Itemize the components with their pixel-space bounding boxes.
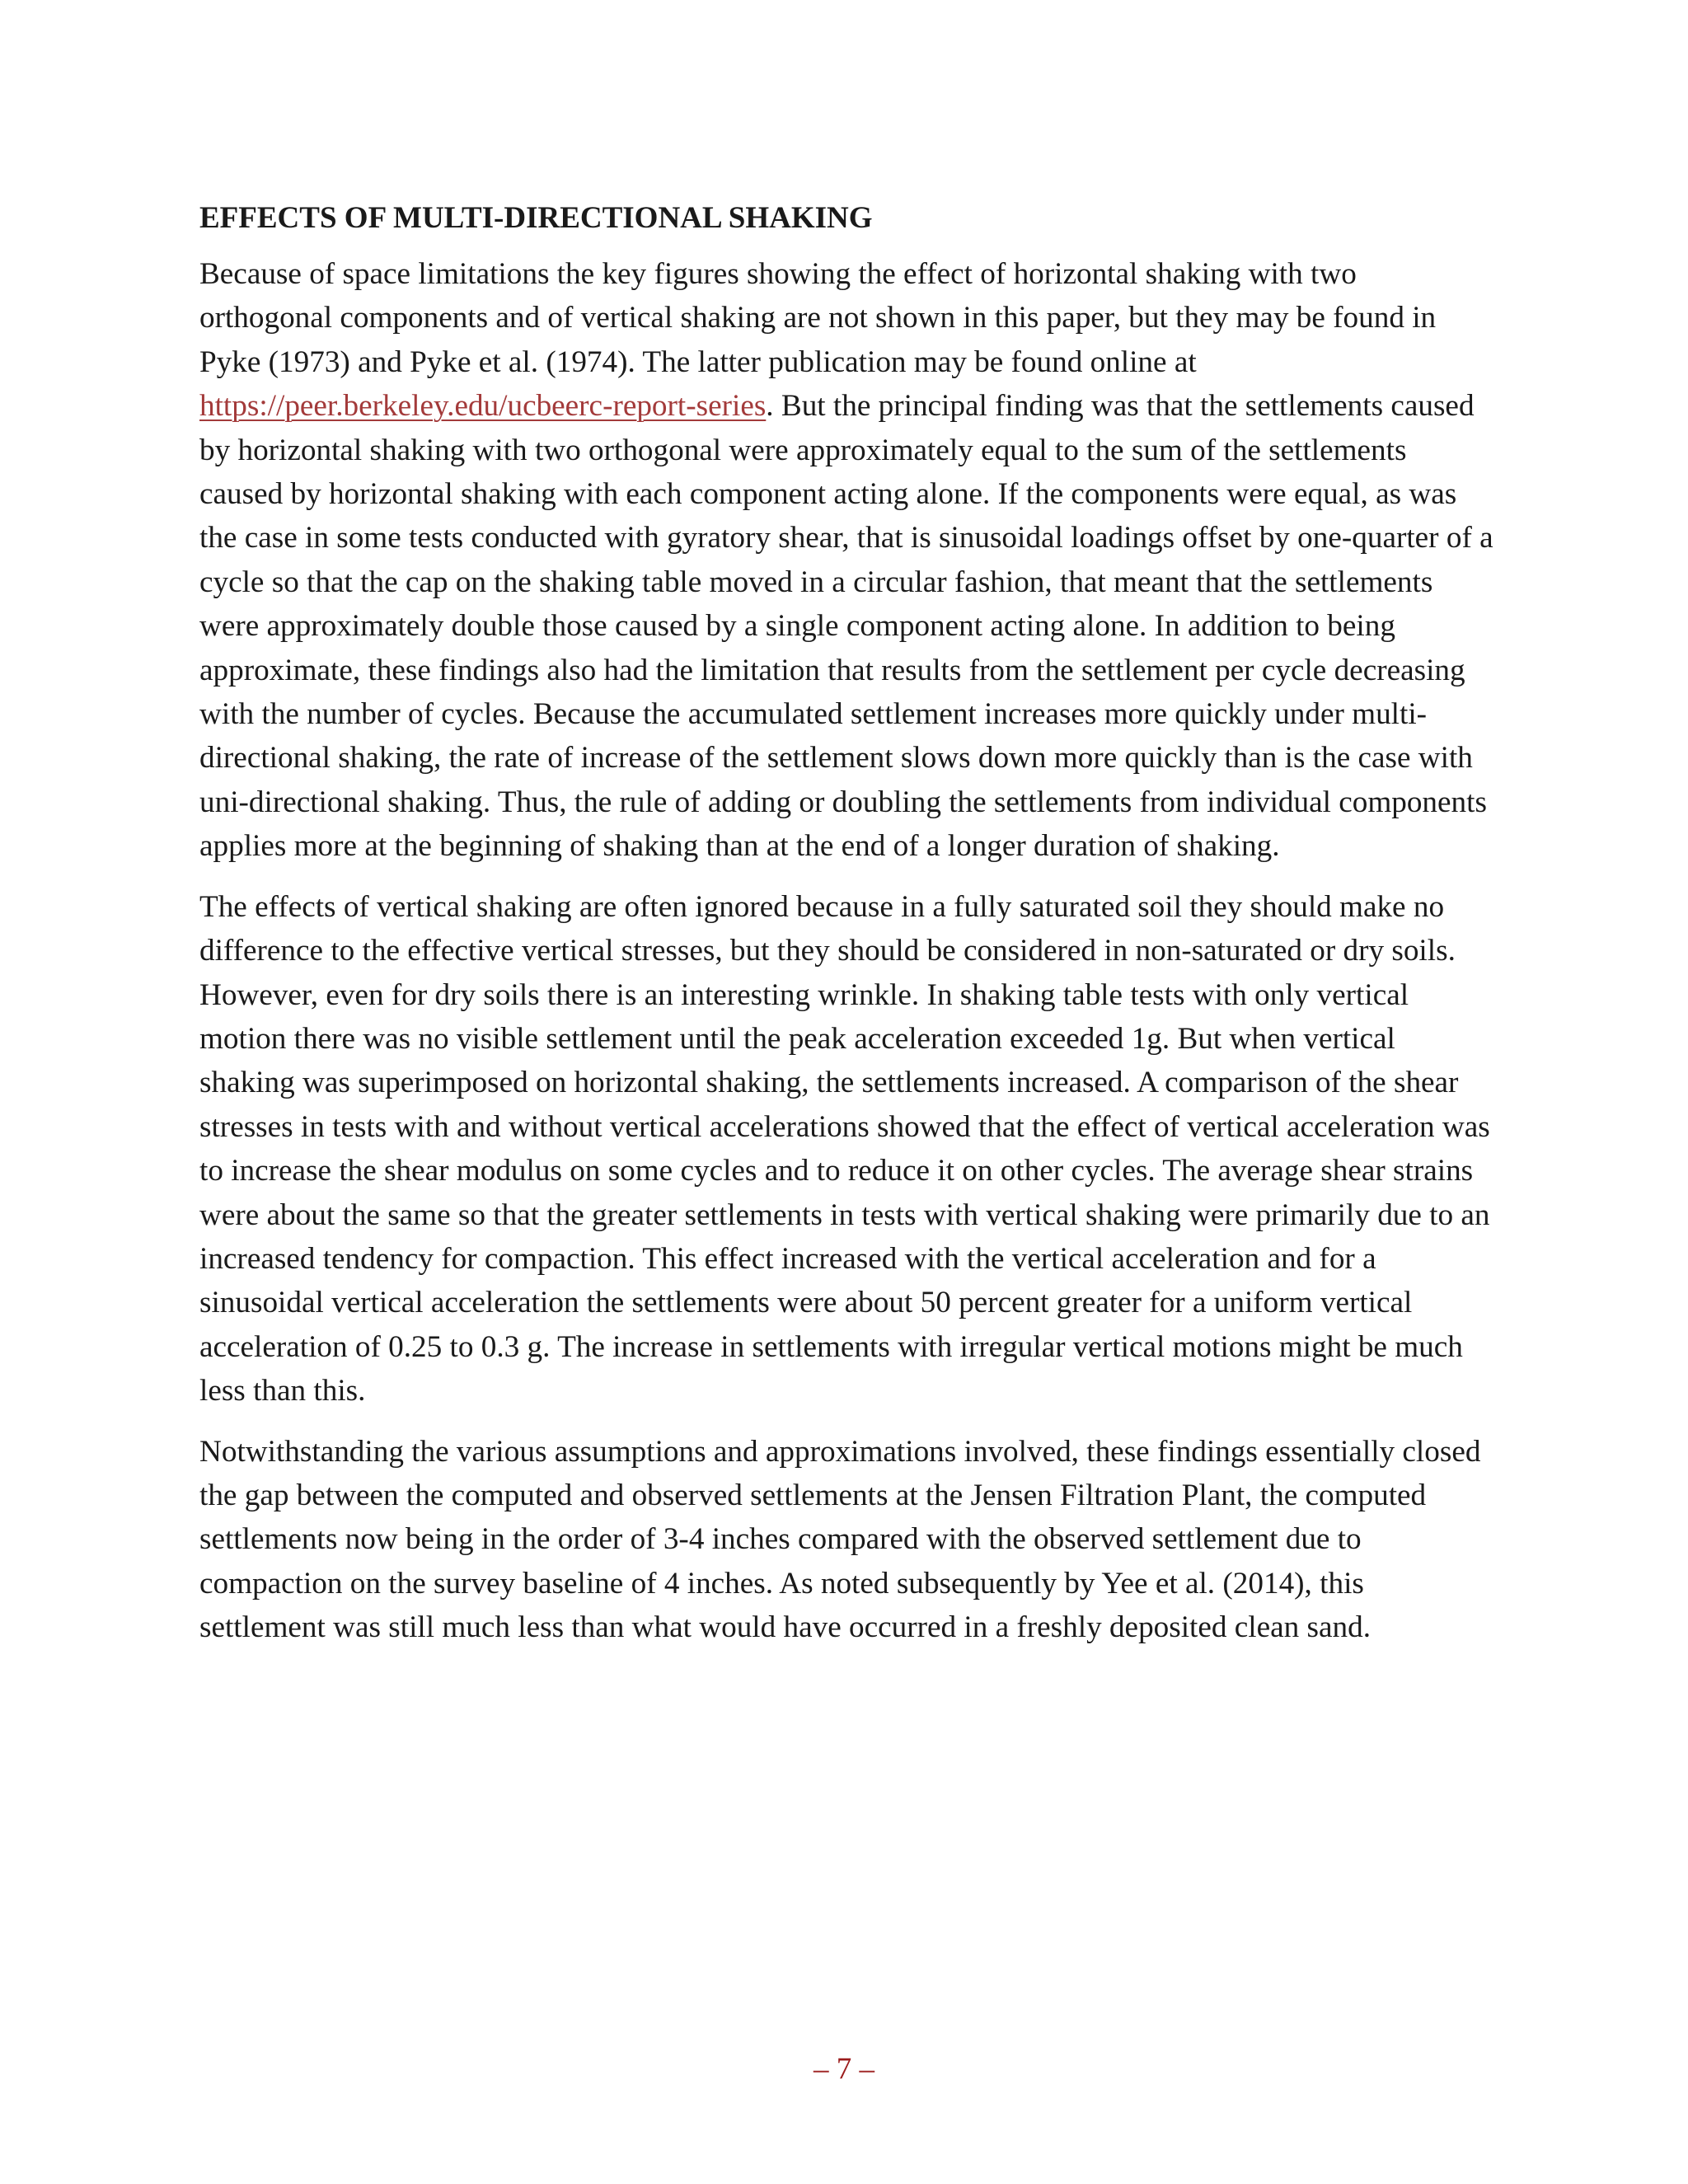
paragraph-vertical-shaking: The effects of vertical shaking are often ignored because in a fully saturated soil they should make no difference to the effective vertical stresses, but they should be considered in non-saturated or dry soils. However, even for dry soils there is an interesting wrinkle. In shaking table tests with only vertical motion there was no visible settlement until the peak acceleration exceeded 1g. But when vertical shaking was superimposed on horizontal shaking, the settlements increased. A comparison of the shear stresses in tests with and without vertical accelerations showed that the effect of vertical acceleration was to increase the shear modulus on some cycles and to reduce it on other cycles. The average shear strains were about the same so that the greater settlements in tests with vertical shaking were primarily due to an increased tendency for compaction. This effect increased with the vertical acceleration and for a sinusoidal vertical acceleration the settlements were about 50 percent greater for a uniform vertical acceleration of 0.25 to 0.3 g. The increase in settlements with irregular vertical motions might be much less than this. — [199, 889, 1490, 1408]
page-content — [199, 196, 1493, 1666]
peer-report-series-link[interactable]: https://peer.berkeley.edu/ucbeerc-report-series — [199, 389, 767, 424]
paragraph-multi-directional — [199, 252, 1493, 869]
paragraph-conclusion: Notwithstanding the various assumptions and approximations involved, these findings essentially closed the gap between the computed and observed settlements at the Jensen Filtration Plant, the computed settlements now being in the order of 3-4 inches compared with the observed settlement due to compaction on the survey baseline of 4 inches. As noted subsequently by Yee et al. (2014), this settlement was still much less than what would have occurred in a freshly deposited clean sand. — [199, 1434, 1481, 1645]
paragraph1-text-after-link: . But the principal finding was that the settlements caused by horizontal shaking with two orthogonal were approximately equal to the sum of the settlements caused by horizontal shaking with each component acting alone. If the components were equal, as was the case in some tests conducted with gyratory shear, that is sinusoidal loadings offset by one-quarter of a cycle so that the cap on the shaking table moved in a circular fashion, that meant that the settlements were approximately double those caused by a single component acting alone. In addition to being approximate, these findings also had the limitation that results from the settlement per cycle decreasing with the number of cycles. Because the accumulated settlement increases more quickly under multi-directional shaking, the rate of increase of the settlement slows down more quickly than is the case with uni-directional shaking. Thus, the rule of adding or doubling the settlements from individual components applies more at the beginning of shaking than at the end of a longer duration of shaking. — [199, 389, 1493, 864]
section-heading: EFFECTS OF MULTI-DIRECTIONAL SHAKING — [199, 201, 873, 235]
paragraph1-text-before-link: Because of space limitations the key figures showing the effect of horizontal shaking with two orthogonal components and of vertical shaking are not shown in this paper, but they may be found in Pyke (1973) and Pyke et al. (1974). The latter publication may be found online at — [199, 257, 1437, 379]
page-number: – 7 – — [814, 2052, 874, 2086]
